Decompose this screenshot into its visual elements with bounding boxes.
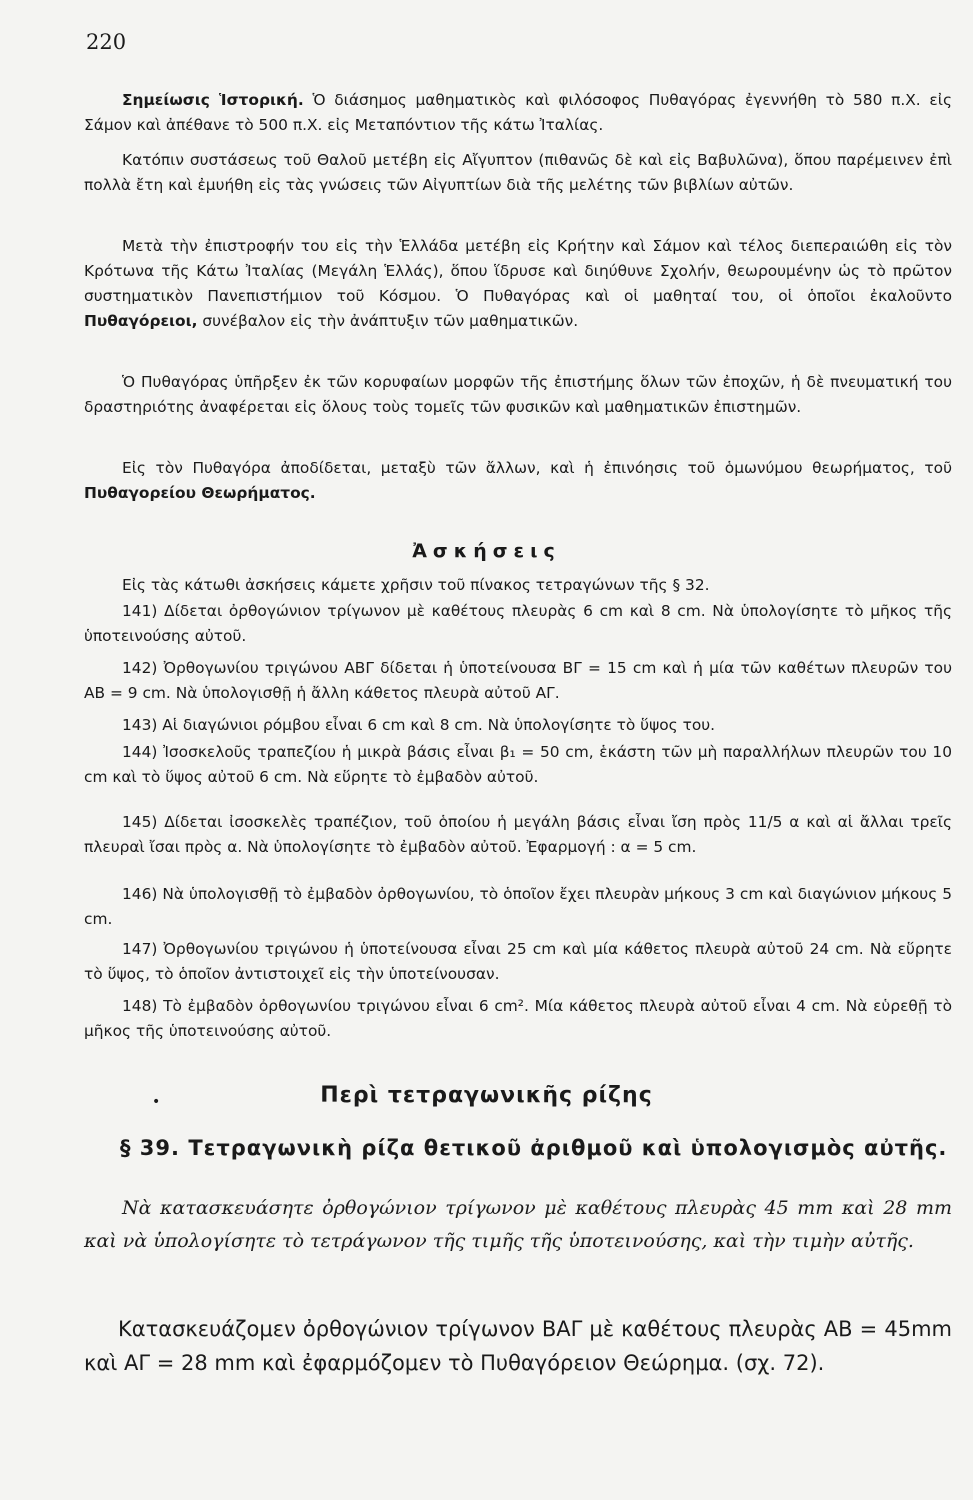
historical-note-p4: Ὁ Πυθαγόρας ὑπῆρξεν ἐκ τῶν κορυφαίων μορφῶν τῆς ἐπιστήμης ὅλων τῶν ἐποχῶν, ἡ δὲ πνευματική του δραστηριότης ἀναφέρεται εἰς ὅλους τοὺς τομεῖς τῶν φυσικῶν καὶ μαθηματικῶν ἐπιστημῶν.	[84, 373, 952, 416]
historical-note-p2: Κατόπιν συστάσεως τοῦ Θαλοῦ μετέβη εἰς Αἴγυπτον (πιθανῶς δὲ καὶ εἰς Βαβυλῶνα), ὅπου παρέμεινεν ἐπὶ πολλὰ ἔτη καὶ ἐμυήθη εἰς τὰς γνώσεις τῶν Αἰγυπτίων διὰ τῆς μελέτης τῶν βιβλίων αὐτῶν.	[84, 151, 952, 194]
page-number: 220	[86, 30, 127, 54]
historical-note-p1	[84, 88, 952, 138]
exercises-intro: Εἰς τὰς κάτωθι ἀσκήσεις κάμετε χρῆσιν τοῦ πίνακος τετραγώνων τῆς § 32.	[122, 576, 710, 594]
exercise-item: 147) Ὀρθογωνίου τριγώνου ἡ ὑποτείνουσα εἶναι 25 cm καὶ μία κάθετος πλευρὰ αὐτοῦ 24 cm. Νὰ εὕρητε τὸ ὕψος, τὸ ὁποῖον ἀντιστοιχεῖ εἰς τὴν ὑποτείνουσαν.	[84, 940, 952, 983]
historical-note-p5: Εἰς τὸν Πυθαγόρα ἀποδίδεται, μεταξὺ τῶν ἄλλων, καὶ ἡ ἐπινόησις τοῦ ὁμωνύμου θεωρήματος, τοῦ Πυθαγορείου Θεωρήματος.	[84, 459, 952, 502]
exercise-item: 142) Ὀρθογωνίου τριγώνου ΑΒΓ δίδεται ἡ ὑποτείνουσα ΒΓ = 15 cm καὶ ἡ μία τῶν καθέτων πλευρῶν του ΑΒ = 9 cm. Νὰ ὑπολογισθῇ ἡ ἄλλη κάθετος πλευρὰ αὐτοῦ ΑΓ.	[84, 659, 952, 702]
exercise-item: 145) Δίδεται ἰσοσκελὲς τραπέζιον, τοῦ ὁποίου ἡ μεγάλη βάσις εἶναι ἴση πρὸς 11/5 α καὶ αἱ ἄλλαι τρεῖς πλευραὶ ἴσαι πρὸς α. Νὰ ὑπολογίσητε τὸ ἐμβαδὸν αὐτοῦ. Ἐφαρμογή : α = 5 cm.	[84, 813, 952, 856]
historical-note-title: Σημείωσις Ἱστορική.	[122, 91, 304, 109]
bullet-mark: •	[152, 1094, 161, 1110]
construction-text: Κατασκευάζομεν ὀρθογώνιον τρίγωνον ΒΑΓ μὲ καθέτους πλευρὰς ΑΒ = 45mm καὶ ΑΓ = 28 mm καὶ ἐφαρμόζομεν τὸ Πυθαγόρειον Θεώρημα. (σχ. 72).	[84, 1317, 952, 1375]
pythagoreans-term: Πυθαγόρειοι,	[84, 312, 198, 330]
pythagorean-theorem-term: Πυθαγορείου Θεωρήματος.	[84, 484, 316, 502]
historical-note-p3: Μετὰ τὴν ἐπιστροφήν του εἰς τὴν Ἑλλάδα μετέβη εἰς Κρήτην καὶ Σάμον καὶ τέλος διεπεραιώθη εἰς τὸν Κρότωνα τῆς Κάτω Ἰταλίας (Μεγάλη Ἑλλάς), ὅπου ἵδρυσε καὶ διηύθυνε Σχολήν, θεωρουμένην ὡς τὸ πρῶτον συστηματικὸν Πανεπιστήμιον τοῦ Κόσμου. Ὁ Πυθαγόρας καὶ οἱ μαθηταί του, οἱ ὁποῖοι ἐκαλοῦντο Πυθαγόρειοι, συνέβαλον εἰς τὴν ἀνάπτυξιν τῶν μαθηματικῶν.	[84, 237, 952, 330]
exercises-heading: Ἀσκήσεις	[412, 540, 561, 562]
exercise-item: 146) Νὰ ὑπολογισθῇ τὸ ἐμβαδὸν ὀρθογωνίου, τὸ ὁποῖον ἔχει πλευρὰν μήκους 3 cm καὶ διαγώνιον μήκους 5 cm.	[84, 885, 952, 928]
exercise-item: 148) Τὸ ἐμβαδὸν ὀρθογωνίου τριγώνου εἶναι 6 cm². Μία κάθετος πλευρὰ αὐτοῦ εἶναι 4 cm. Νὰ εὑρεθῇ τὸ μῆκος τῆς ὑποτεινούσης αὐτοῦ.	[84, 997, 952, 1040]
paragraph-39-heading: § 39. Τετραγωνικὴ ρίζα θετικοῦ ἀριθμοῦ καὶ ὑπολογισμὸς αὐτῆς.	[120, 1136, 948, 1160]
section-heading: Περὶ τετραγωνικῆς ρίζης	[320, 1083, 653, 1108]
historical-note-text: Ὁ διάσημος μαθηματικὸς καὶ φιλόσοφος Πυθαγόρας ἐγεννήθη τὸ 580 π.Χ. εἰς Σάμον καὶ ἀπέθανε τὸ 500 π.Χ. εἰς Μεταπόντιον τῆς κάτω Ἰταλίας.	[84, 91, 952, 134]
exercise-item: 141) Δίδεται ὀρθογώνιον τρίγωνον μὲ καθέτους πλευρὰς 6 cm καὶ 8 cm. Νὰ ὑπολογίσητε τὸ μῆκος τῆς ὑποτεινούσης αὐτοῦ.	[84, 602, 952, 645]
exercise-item: 144) Ἰσοσκελοῦς τραπεζίου ἡ μικρὰ βάσις εἶναι β₁ = 50 cm, ἑκάστη τῶν μὴ παραλλήλων πλευρῶν του 10 cm καὶ τὸ ὕψος αὐτοῦ 6 cm. Νὰ εὕρητε τὸ ἐμβαδὸν αὐτοῦ.	[84, 743, 952, 786]
exercise-item: 143) Αἱ διαγώνιοι ρόμβου εἶναι 6 cm καὶ 8 cm. Νὰ ὑπολογίσητε τὸ ὕψος του.	[122, 716, 716, 734]
task-statement: Νὰ κατασκευάσητε ὀρθογώνιον τρίγωνον μὲ καθέτους πλευρὰς 45 mm καὶ 28 mm καὶ νὰ ὑπολογίσητε τὸ τετράγωνον τῆς τιμῆς τῆς ὑποτεινούσης, καὶ τὴν τιμὴν αὐτῆς.	[84, 1197, 952, 1252]
